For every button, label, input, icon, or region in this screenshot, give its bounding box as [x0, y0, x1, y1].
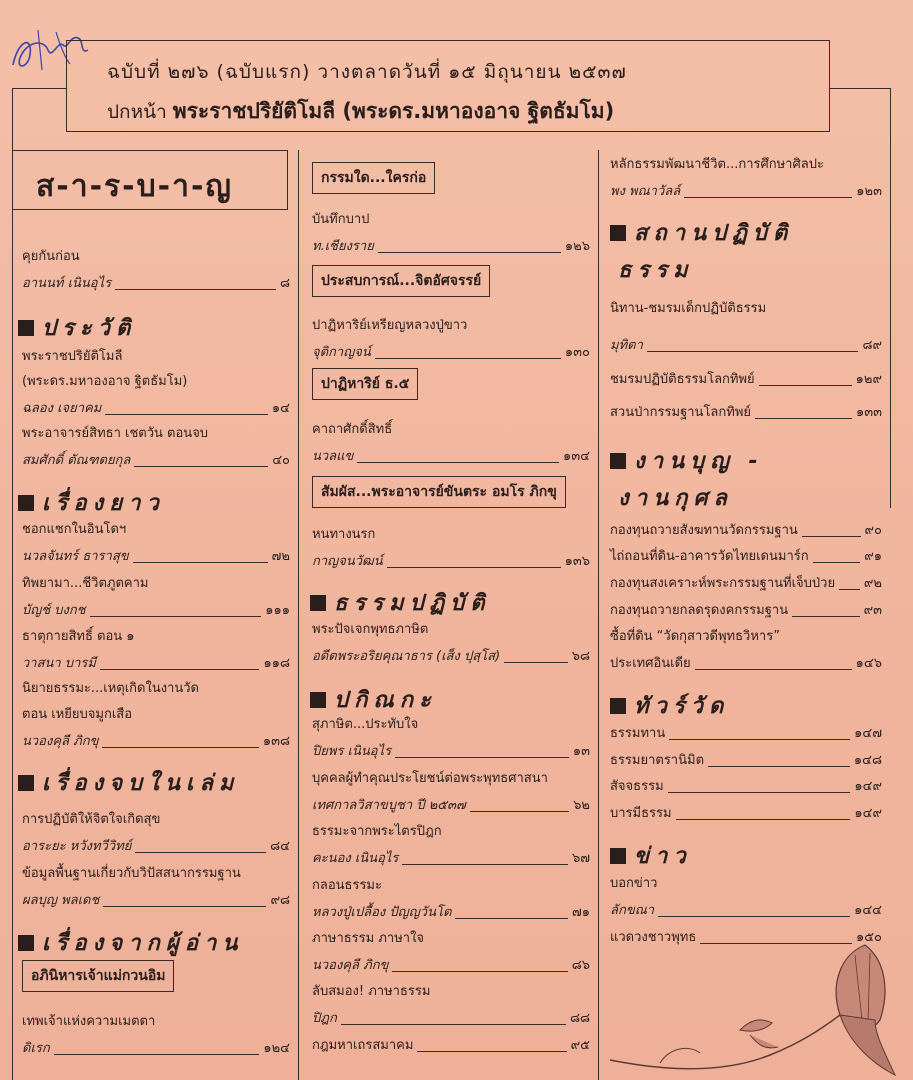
- entry-author-line: [312, 1034, 590, 1055]
- entry-title-line: [610, 401, 882, 422]
- subsection-box: อภินิหารเจ้าแม่กวนอิม: [22, 960, 174, 992]
- entry-title-line: [610, 572, 882, 593]
- square-bullet-icon: [310, 595, 326, 611]
- entry-author: ดิเรก: [22, 1041, 50, 1056]
- entry-title: สัจจธรรม: [610, 779, 664, 794]
- entry-page: ๑๒๓: [856, 184, 882, 199]
- section-news: ข่าว: [610, 838, 692, 873]
- entry-page: ๑๔๘: [853, 753, 882, 768]
- entry-title: พระอาจารย์สิทธา เชตวัน ตอนจบ: [22, 426, 209, 441]
- issue-info: ฉบับที่ ๒๗๖ (ฉบับแรก) วางตลาดวันที่ ๑๕ มิถุนายน ๒๕๓๗: [107, 61, 627, 83]
- cover-name: พระราชปริยัติโมลี (พระดร.มหาองอาจ ฐิตธัมโม): [172, 99, 615, 123]
- entry-title: ธาตุกายสิทธิ์ ตอน ๑: [22, 629, 135, 644]
- square-bullet-icon: [610, 225, 626, 241]
- entry-page: ๑๔๙: [854, 779, 882, 794]
- entry-page: ๑๓๖: [564, 554, 590, 569]
- entry-author: ลักขณา: [610, 903, 655, 918]
- entry-author: กฎมหาเถรสมาคม: [312, 1038, 414, 1053]
- square-bullet-icon: [18, 495, 34, 511]
- entry-author-line: [312, 341, 590, 362]
- section-complete-stories: เรื่องจบในเล่ม: [18, 765, 239, 800]
- entry-page: ๙๒: [863, 576, 882, 591]
- column-divider-2: [598, 150, 599, 1080]
- entry-page: ๑๒๙: [855, 372, 882, 387]
- entry-author-line: [312, 740, 590, 761]
- entry-title: กองทุนถวายสังฆทานวัดกรรมฐาน: [610, 523, 798, 538]
- entry-title: ซื้อที่ดิน “วัดกุสาวดีพุทธวิหาร”: [610, 629, 780, 644]
- subsection-box: ประสบการณ์...จิตอัศจรรย์: [312, 265, 490, 297]
- entry-author: วาสนา บารมี: [22, 656, 96, 671]
- entry-author-line: [22, 599, 290, 620]
- square-bullet-icon: [610, 453, 626, 469]
- entry-page: ๑๓๔: [563, 449, 590, 464]
- entry-title: เทพเจ้าแห่งความเมตตา: [22, 1014, 156, 1029]
- square-bullet-icon: [18, 935, 34, 951]
- entry-page: ๗๒: [271, 549, 290, 564]
- entry-title: ไถ่ถอนที่ดิน-อาคารวัดไทยเดนมาร์ก: [610, 549, 809, 564]
- entry-author-line: [610, 180, 882, 201]
- frame-top-left: [12, 88, 66, 89]
- entry-author-line: [312, 847, 590, 868]
- entry-title: นิยายธรรมะ...เหตุเกิดในงานวัด: [22, 681, 199, 696]
- entry-author-line: [312, 235, 590, 256]
- section-dhamma-practice: ธรรมปฏิบัติ: [310, 585, 491, 620]
- entry-author-line: [22, 835, 290, 856]
- entry-author-line: [22, 730, 290, 751]
- entry-page: ๑๔๔: [854, 903, 882, 918]
- frame-top-right: [830, 88, 890, 89]
- section-temple-tour: ทัวร์วัด: [610, 688, 729, 723]
- entry-author: นวลจันทร์ ธาราสุข: [22, 549, 129, 564]
- entry-title: กองทุนสงเคราะห์พระกรรมฐานที่เจ็บป่วย: [610, 576, 836, 591]
- section-merit-events-line2: งานกุศล: [618, 486, 733, 511]
- entry-page: ๑๕๐: [855, 930, 882, 945]
- entry-author: อดีตพระอริยคุณาธาร (เส็ง ปุสฺโส): [312, 649, 501, 664]
- entry-author-line: [22, 652, 290, 673]
- entry-title: พระราชปริยัติโมลี: [22, 349, 123, 364]
- entry-author-line: [312, 550, 590, 571]
- entry-author: สมศักดิ์ ตัณฑตยกุล: [22, 453, 131, 468]
- entry-title: บุคคลผู้ทำคุณประโยชน์ต่อพระพุทธศาสนา: [312, 771, 548, 786]
- entry-author: ปิยพร เนินอุไร: [312, 744, 392, 759]
- entry-author-line: [22, 449, 290, 470]
- entry-title-line: [610, 599, 882, 620]
- entry-title: การปฏิบัติให้จิตใจเกิดสุข: [22, 812, 161, 827]
- entry-author: ท.เชียงราย: [312, 239, 374, 254]
- entry-author-line: [312, 645, 590, 666]
- square-bullet-icon: [310, 692, 326, 708]
- section-history: ประวัติ: [18, 310, 136, 345]
- entry-title: ปาฏิหาริย์เหรียญหลวงปู่ขาว: [312, 318, 468, 333]
- entry-author-line: [22, 889, 290, 910]
- flower-illustration: [600, 935, 900, 1080]
- entry-page: ๑๔๗: [854, 726, 882, 741]
- entry-title: กลอนธรรมะ: [312, 878, 382, 893]
- entry-page: ๘๔: [270, 839, 290, 854]
- entry-author-line: [312, 954, 590, 975]
- entry-page: ๑๒๔: [263, 1041, 290, 1056]
- entry-page: ๑๑๘: [263, 656, 290, 671]
- entry-title: กองทุนถวายกลดรุดงคกรรมฐาน: [610, 603, 789, 618]
- entry-author-line: [610, 334, 882, 355]
- entry-author: นวองคุลี ภิกขุ: [312, 958, 389, 973]
- entry-page: ๘: [279, 276, 290, 291]
- entry-page: ๘๘: [569, 1011, 590, 1026]
- entry-title: ธรรมยาตรานิมิต: [610, 753, 705, 768]
- square-bullet-icon: [610, 698, 626, 714]
- entry-author-line: [610, 899, 882, 920]
- entry-title: บันทึกบาป: [312, 212, 370, 227]
- entry-title: ธรรมทาน: [610, 726, 666, 741]
- entry-title: คุยกันก่อน: [22, 249, 80, 264]
- entry-title-line: [610, 652, 882, 673]
- square-bullet-icon: [18, 320, 34, 336]
- square-bullet-icon: [610, 848, 626, 864]
- entry-page: ๖๗: [571, 851, 590, 866]
- entry-page: ๑๓๘: [262, 734, 290, 749]
- entry-title: สวนป่ากรรมฐานโลกทิพย์: [610, 405, 752, 420]
- entry-title: บอกข่าว: [610, 876, 658, 891]
- entry-title: หลักธรรมพัฒนาชีวิต...การศึกษาศิลปะ: [610, 157, 824, 172]
- entry-author-line: [22, 397, 290, 418]
- entry-page: ๑๔๖: [855, 656, 882, 671]
- entry-page: ๖๘: [571, 649, 590, 664]
- entry-author: นวลแข: [312, 449, 354, 464]
- section-miscellany: ปกิณกะ: [310, 682, 437, 717]
- entry-page: ๙๓: [863, 603, 882, 618]
- entry-page: ๔๐: [272, 453, 290, 468]
- entry-author: บัญช์ บงกช: [22, 603, 86, 618]
- entry-author: พง พณาวัลล์: [610, 184, 681, 199]
- issue-header: [66, 40, 830, 132]
- entry-page: ๑๔๙: [854, 806, 882, 821]
- entry-title: ภาษาธรรม ภาษาใจ: [312, 931, 425, 946]
- entry-title-line: [610, 775, 882, 796]
- entry-author: อาระยะ หวังทวีวิทย์: [22, 839, 132, 854]
- entry-title: หนทางนรก: [312, 527, 376, 542]
- square-bullet-icon: [18, 775, 34, 791]
- entry-title: แวดวงชาวพุทธ: [610, 930, 697, 945]
- entry-author: จุติกาญจน์: [312, 345, 371, 360]
- section-merit-events: งานบุญ -: [610, 443, 764, 478]
- entry-title: ตอน เหยียบจมูกเสือ: [22, 707, 133, 722]
- entry-title: ชมรมปฏิบัติธรรมโลกทิพย์: [610, 372, 755, 387]
- entry-author-line: [22, 545, 290, 566]
- entry-page: ๑๓: [572, 744, 590, 759]
- entry-title: (พระดร.มหาองอาจ ฐิตธัมโม): [22, 374, 188, 389]
- entry-title: พระปัจเจกพุทธภาษิต: [312, 622, 429, 637]
- entry-title: ทิพยามา...ชีวิตภูตคาม: [22, 576, 149, 591]
- entry-title-line: [610, 749, 882, 770]
- entry-page: ๘๙: [862, 338, 882, 353]
- entry-title: ชอกแชกในอินโดฯ: [22, 522, 127, 537]
- entry-page: ๑๑๑: [265, 603, 290, 618]
- entry-title: คาถาศักดิ์สิทธิ์: [312, 422, 393, 437]
- entry-page: ๑๓๐: [564, 345, 590, 360]
- entry-title-line: [610, 519, 882, 540]
- entry-author: นวองคุลี ภิกขุ: [22, 734, 99, 749]
- entry-author: ฉลอง เจยาคม: [22, 401, 102, 416]
- entry-author-line: [312, 1007, 590, 1028]
- entry-title: ประเทศอินเดีย: [610, 656, 691, 671]
- section-long-stories: เรื่องยาว: [18, 485, 165, 520]
- entry-title: ข้อมูลพื้นฐานเกี่ยวกับวิปัสสนากรรมฐาน: [22, 866, 241, 881]
- frame-right: [890, 88, 891, 508]
- entry-author: หลวงปู่เปลื้อง ปัญญวันโต: [312, 905, 452, 920]
- contents-title: ส-า-ร-บ-า-ญ: [36, 169, 233, 204]
- entry-author: ผลบุญ พลเดช: [22, 893, 100, 908]
- frame-left: [12, 88, 13, 1080]
- entry-author: คะนอง เนินอุไร: [312, 851, 399, 866]
- entry-author-line: [312, 445, 590, 466]
- entry-title: สุภาษิต...ประทับใจ: [312, 717, 419, 732]
- subsection-box: สัมผัส...พระอาจารย์ขันตระ อมโร ภิกขุ: [312, 476, 566, 508]
- entry-page: ๖๒: [573, 798, 590, 813]
- entry-author: กาญจนวัฒน์: [312, 554, 383, 569]
- section-from-readers: เรื่องจากผู้อ่าน: [18, 925, 243, 960]
- entry-title: ลับสมอง! ภาษาธรรม: [312, 984, 431, 999]
- entry-page: ๑๒๖: [564, 239, 590, 254]
- cover-label: ปกหน้า: [107, 101, 167, 123]
- entry-author-line: [312, 901, 590, 922]
- column-divider-1: [298, 150, 299, 1080]
- entry-title: นิทาน-ชมรมเด็กปฏิบัติธรรม: [610, 301, 767, 316]
- entry-author-line: [312, 794, 590, 815]
- entry-page: ๙๕: [570, 1038, 590, 1053]
- entry-title-line: [610, 802, 882, 823]
- entry-author: เทศกาลวิสาขบูชา ปี ๒๕๓๗: [312, 798, 466, 813]
- subsection-box: กรรมใด...ใครก่อ: [312, 162, 435, 194]
- entry-author: มุทิตา: [610, 338, 643, 353]
- entry-author: อานนท์ เนินอุไร: [22, 276, 112, 291]
- entry-title: ธรรมะจากพระไตรปิฎก: [312, 824, 442, 839]
- entry-title: บารมีธรรม: [610, 806, 672, 821]
- section-practice-places-line2: ธรรม: [618, 258, 694, 283]
- entry-page: ๗๑: [571, 905, 590, 920]
- entry-page: ๙๘: [270, 893, 290, 908]
- subsection-box: ปาฏิหาริย์ ธ.๕: [312, 368, 418, 400]
- entry-title-line: [610, 368, 882, 389]
- contents-title-box: [12, 150, 288, 210]
- entry-page: ๘๖: [571, 958, 590, 973]
- cover-info: [107, 95, 614, 128]
- entry-author: ปิฎก: [312, 1011, 337, 1026]
- entry-author-line: [22, 272, 290, 293]
- entry-author-line: [22, 1037, 290, 1058]
- entry-title-line: [610, 545, 882, 566]
- entry-title-line: [610, 722, 882, 743]
- entry-page: ๙๑: [864, 549, 882, 564]
- entry-page: ๙๐: [864, 523, 882, 538]
- section-practice-places: สถานปฏิบัติ: [610, 215, 793, 250]
- entry-page: ๑๓๓: [855, 405, 882, 420]
- entry-page: ๑๔: [271, 401, 290, 416]
